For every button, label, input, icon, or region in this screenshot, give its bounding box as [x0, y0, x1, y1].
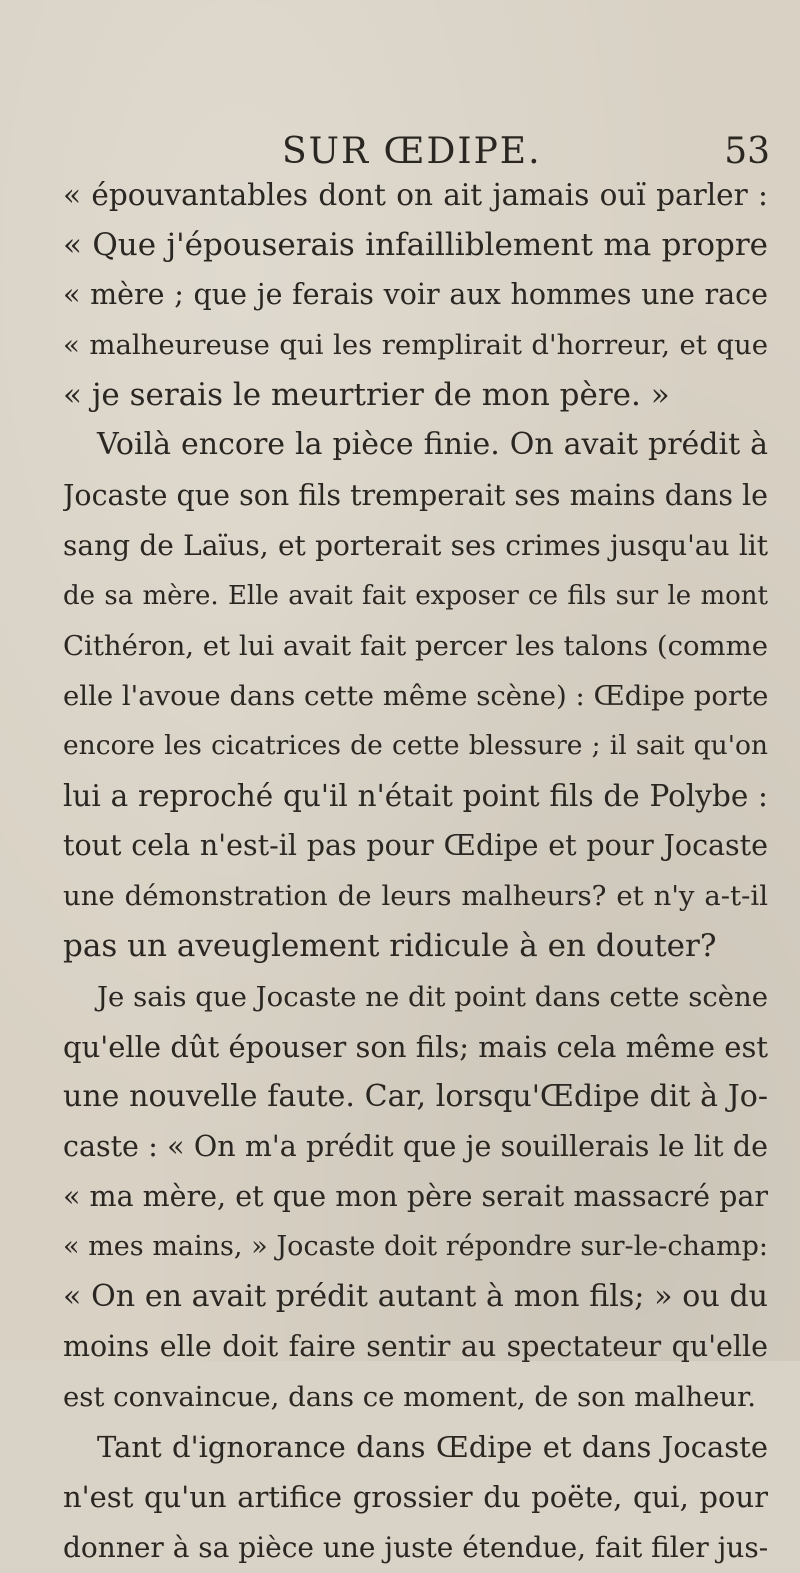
- text-line: « ma mère, et que mon père serait massacré par: [63, 1179, 768, 1213]
- text-line: « je serais le meurtrier de mon père. »: [63, 377, 670, 414]
- text-line: caste : « On m'a prédit que je souillerais le lit de: [63, 1129, 768, 1163]
- text-line: qu'elle dût épouser son fils; mais cela même est: [63, 1029, 768, 1064]
- text-line: pas un aveuglement ridicule à en douter?: [63, 928, 717, 965]
- body-text: [63, 170, 768, 1573]
- text-line: une nouvelle faute. Car, lorsqu'Œdipe dit à Jo-: [63, 1078, 768, 1114]
- text-line: moins elle doit faire sentir au spectateur qu'elle: [63, 1330, 768, 1364]
- text-line: « Que j'épouserais infailliblement ma propre: [63, 227, 768, 264]
- text-line: Tant d'ignorance dans Œdipe et dans Jocaste: [97, 1430, 768, 1465]
- text-line: elle l'avoue dans cette même scène) : Œdipe porte: [63, 679, 768, 712]
- text-line: de sa mère. Elle avait fait exposer ce fils sur le mont: [63, 580, 768, 611]
- running-title: SUR ŒDIPE.: [282, 131, 542, 172]
- text-line: est convaincue, dans ce moment, de son malheur.: [63, 1381, 756, 1414]
- text-line: lui a reproché qu'il n'était point fils de Polybe :: [63, 779, 768, 814]
- page-number: 53: [724, 131, 770, 172]
- text-line: « On en avait prédit autant à mon fils; » ou du: [63, 1279, 768, 1315]
- text-line: « mère ; que je ferais voir aux hommes une race: [63, 278, 768, 312]
- text-line: une démonstration de leurs malheurs? et n'y a-t-il: [63, 880, 768, 913]
- text-line: tout cela n'est-il pas pour Œdipe et pour Jocaste: [63, 829, 768, 863]
- text-line: encore les cicatrices de cette blessure ; il sait qu'on: [63, 730, 768, 762]
- text-line: sang de Laïus, et porterait ses crimes jusqu'au lit: [63, 528, 768, 562]
- text-line: « épouvantables dont on ait jamais ouï parler :: [63, 178, 768, 212]
- text-line: Cithéron, et lui avait fait percer les talons (comme: [63, 629, 768, 662]
- text-line: Voilà encore la pièce finie. On avait prédit à: [97, 427, 768, 463]
- text-line: n'est qu'un artifice grossier du poëte, qui, pour: [63, 1480, 768, 1515]
- text-line: donner à sa pièce une juste étendue, fait filer jus-: [63, 1530, 768, 1564]
- text-line: « malheureuse qui les remplirait d'horreur, et que: [63, 329, 768, 362]
- text-line: Jocaste que son fils tremperait ses mains dans le: [63, 478, 768, 512]
- text-line: Je sais que Jocaste ne dit point dans cette scène: [97, 980, 768, 1013]
- page-header: [0, 128, 800, 176]
- text-line: « mes mains, » Jocaste doit répondre sur-le-champ:: [63, 1230, 768, 1262]
